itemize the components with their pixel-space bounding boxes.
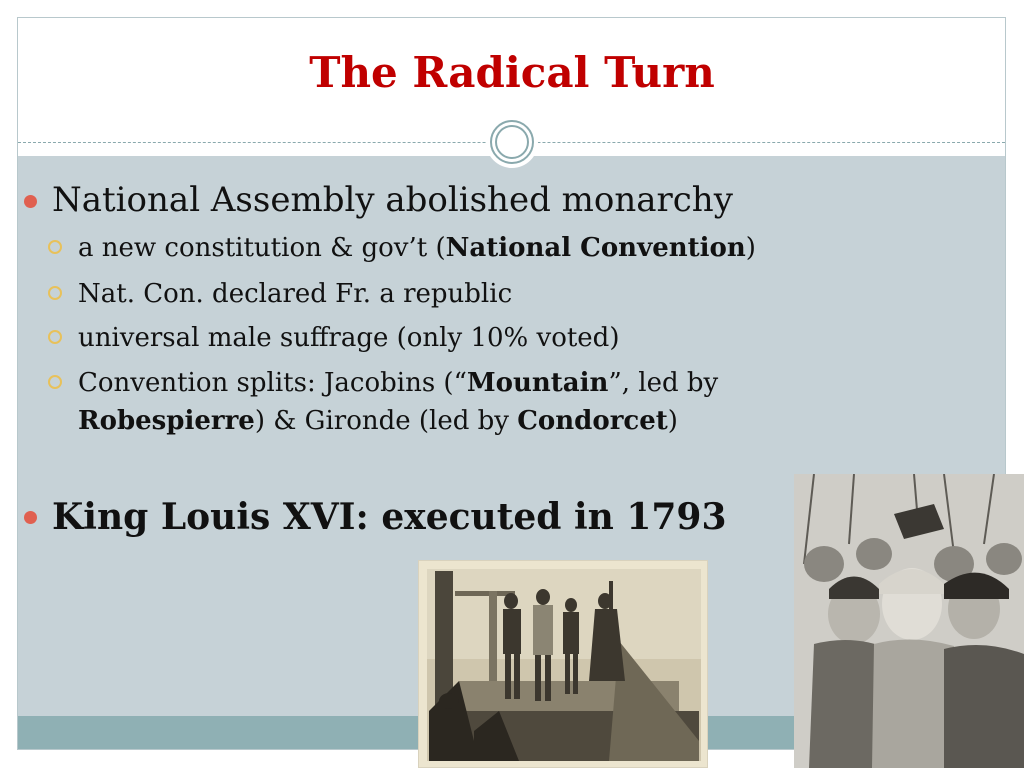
subbullet-text: a new constitution & gov’t (	[78, 233, 446, 263]
subbullet-text: universal male suffrage (only 10% voted)	[78, 323, 620, 353]
subbullet-text: Convention splits: Jacobins (“	[78, 368, 467, 398]
subbullet-text-end: )	[667, 405, 678, 436]
subbullet-bold-condorcet: Condorcet	[517, 405, 668, 436]
subbullet-convention-splits	[78, 365, 798, 440]
bullet-text: National Assembly abolished monarchy	[52, 180, 733, 220]
crowd-engraving-image	[794, 474, 1024, 768]
divider-ornament-core	[495, 125, 529, 159]
subbullet-text-mid: ”, led by	[608, 368, 719, 398]
subbullet-constitution	[78, 230, 756, 268]
subbullet-bold-mountain: Mountain	[466, 368, 609, 398]
sub-bullet-ring-icon	[48, 240, 62, 254]
slide-title: The Radical Turn	[309, 48, 715, 97]
subbullet-bold-text: National Convention	[445, 233, 746, 263]
bullet-dot-icon	[24, 511, 37, 524]
sub-bullet-ring-icon	[48, 375, 62, 389]
crowd-engraving-drawing	[794, 474, 1024, 768]
subbullet-text-end: )	[745, 233, 756, 263]
bullet-national-assembly	[52, 180, 733, 221]
bullet-dot-icon	[24, 195, 37, 208]
bullet-text: King Louis XVI: executed in 1793	[52, 496, 727, 538]
execution-engraving-drawing	[419, 561, 708, 768]
sub-bullet-ring-icon	[48, 330, 62, 344]
subbullet-republic	[78, 276, 512, 314]
subbullet-suffrage	[78, 320, 619, 358]
execution-engraving-image	[418, 560, 708, 768]
subbullet-text-mid2: ) & Gironde (led by	[254, 405, 518, 436]
bullet-king-louis	[52, 496, 727, 539]
subbullet-bold-robespierre: Robespierre	[78, 405, 255, 436]
sub-bullet-ring-icon	[48, 286, 62, 300]
subbullet-text: Nat. Con. declared Fr. a republic	[78, 279, 513, 309]
